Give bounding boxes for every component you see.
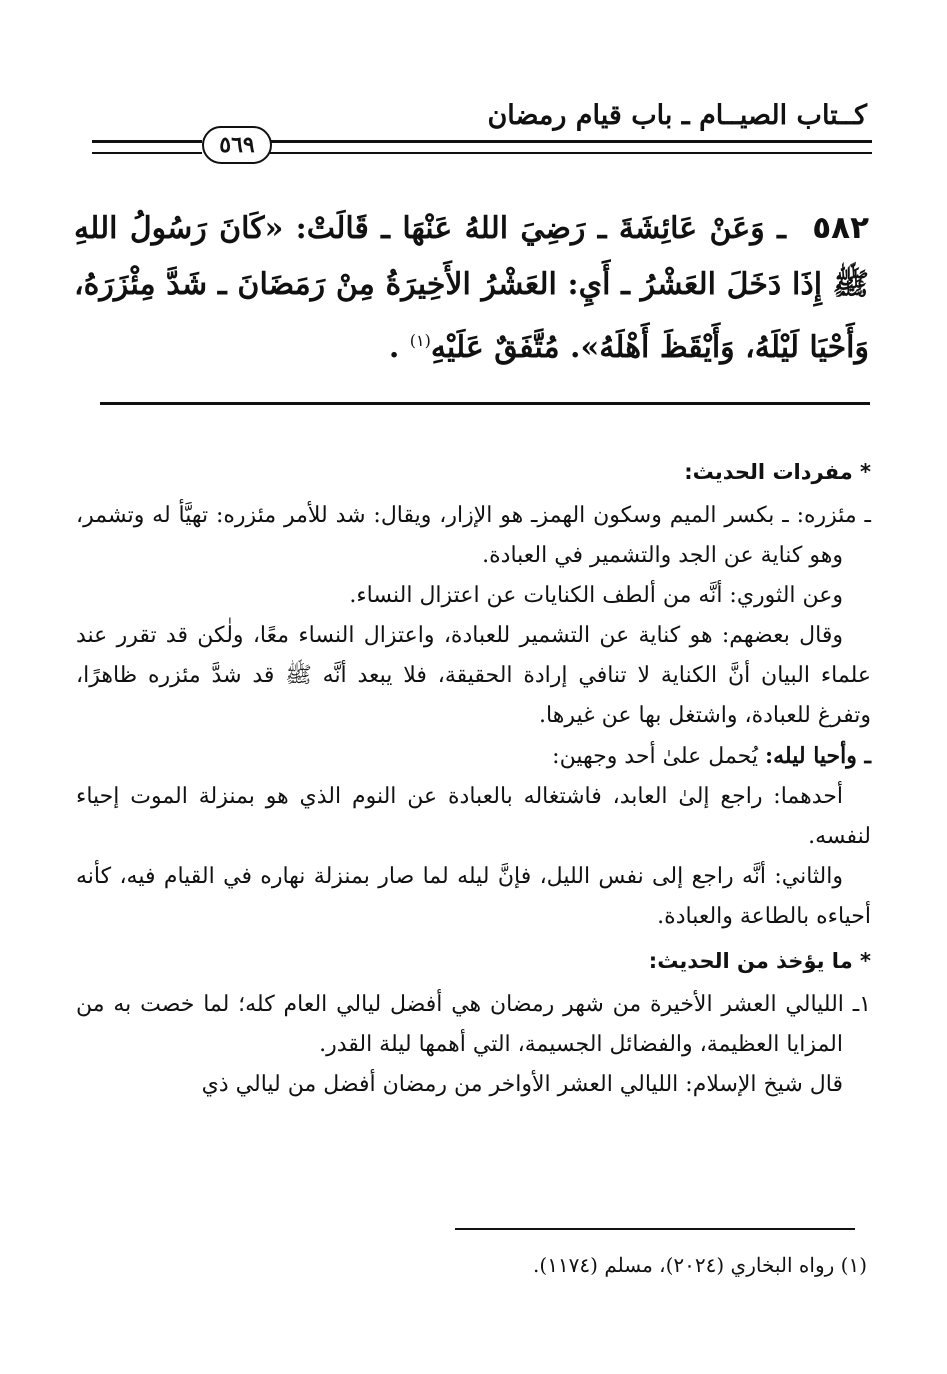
paragraph-first-aspect: أحدهما: راجع إلىٰ العابد، فاشتغاله بالعبادة عن النوم الذي هو بمنزلة الموت إحياء لنفسه. [76,784,871,849]
hadith-dash: ـ [777,211,786,246]
paragraph-shaykh-islam: قال شيخ الإسلام: الليالي العشر الأواخر من رمضان أفضل من ليالي ذي [201,1072,843,1097]
commentary [76,448,871,1105]
header-rule [92,126,872,166]
hadith-block [74,200,869,376]
hadith-footnote-ref: (١) [409,331,431,350]
term-ahya-laylah: ـ وأحيا ليله: [765,743,871,769]
footnote [77,1250,867,1280]
running-title: كــتاب الصيــام ـ باب قيام رمضان [487,100,867,131]
paragraph-ahya-laylah [76,736,871,777]
footnote-text: رواه البخاري (٢٠٢٤)، مسلم (١١٧٤). [533,1253,835,1277]
section-heading-vocabulary: * مفردات الحديث: [684,460,871,484]
footnote-rule [455,1228,855,1230]
hadith-end: . [388,330,410,365]
header-rule-right [270,140,872,154]
footnote-marker: (١) [840,1253,867,1277]
term-ahya-laylah-def: يُحمل علىٰ أحد وجهين: [552,744,766,769]
paragraph-thawri: وعن الثوري: أنَّه من ألطف الكنايات عن اعتزال النساء. [349,583,843,608]
paragraph-mizar: ـ مئزره: ـ بكسر الميم وسكون الهمزـ هو الإزار، ويقال: شد للأمر مئزره: تهيَّأ له وتشمر، وهو كناية عن الجد والتشمير في العبادة. [76,503,871,568]
paragraph-lesson-1: ١ـ الليالي العشر الأخيرة من شهر رمضان هي أفضل ليالي العام كله؛ لما خصت به من المزايا العظيمة، والفضائل الجسيمة، التي أهمها ليلة القدر. [76,992,871,1057]
section-divider [100,402,870,405]
paragraph-some-said: وقال بعضهم: هو كناية عن التشمير للعبادة، واعتزال النساء معًا، ولٰكن قد تقرر عند علماء البيان أنَّ الكناية لا تنافي إرادة الحقيقة، فلا يبعد أنَّه ﷺ قد شدَّ مئزره ظاهرًا، وتفرغ للعبادة، واشتغل بها عن غيرها. [76,623,871,728]
page-number: ٥٦٩ [202,126,272,164]
hadith-number: ٥٨٢ [812,210,869,246]
header-rule-left [92,140,202,154]
paragraph-second-aspect: والثاني: أنَّه راجع إلى نفس الليل، فإنَّ ليله لما صار بمنزلة نهاره في القيام فيه، كأنه أحياءه بالطاعة والعبادة. [76,864,871,929]
hadith-text: وَعَنْ عَائِشَةَ ـ رَضِيَ اللهُ عَنْهَا ـ قَالَتْ: «كَانَ رَسُولُ اللهِ ﷺ إِذَا دَخَلَ العَشْرُ ـ أَيِ: العَشْرُ الأَخِيرَةُ مِنْ رَمَضَانَ ـ شَدَّ مِئْزَرَهُ، وَأَحْيَا لَيْلَهُ، وَأَيْقَظَ أَهْلَهُ». مُتَّفَقٌ عَلَيْهِ [74,211,869,365]
section-heading-lessons: * ما يؤخذ من الحديث: [648,949,871,973]
